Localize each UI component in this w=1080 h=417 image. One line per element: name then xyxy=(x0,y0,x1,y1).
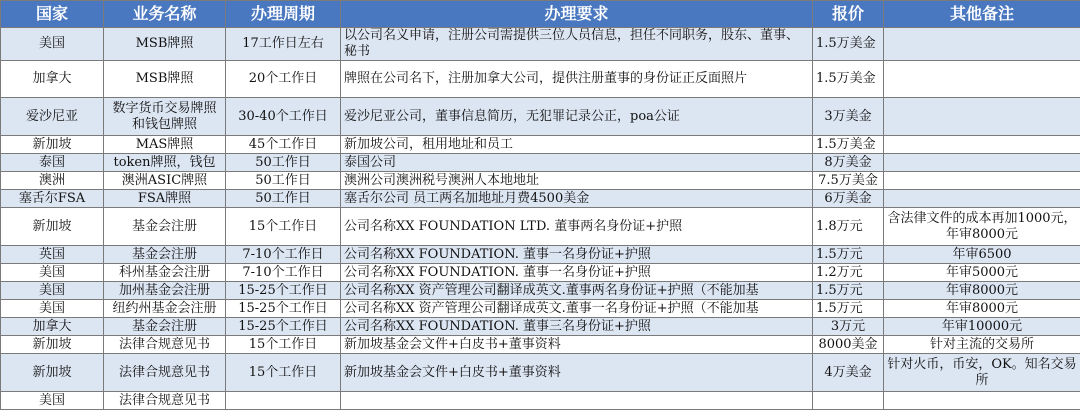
cell-price: 4万美金 xyxy=(813,354,884,392)
cell-notes: 年审8000元 xyxy=(884,282,1080,300)
cell-notes xyxy=(884,28,1080,61)
cell-price: 7.5万美金 xyxy=(813,172,884,190)
cell-country: 泰国 xyxy=(1,154,104,172)
cell-country: 美国 xyxy=(1,300,104,318)
cell-period: 15个工作日 xyxy=(226,354,341,392)
cell-business: 科州基金会注册 xyxy=(104,264,226,282)
cell-business: 加州基金会注册 xyxy=(104,282,226,300)
cell-price: 1.5万美金 xyxy=(813,61,884,98)
cell-period: 7-10个工作日 xyxy=(226,264,341,282)
header-notes: 其他备注 xyxy=(884,1,1080,28)
cell-country: 美国 xyxy=(1,264,104,282)
header-price: 报价 xyxy=(813,1,884,28)
cell-business: 数字货币交易牌照和钱包牌照 xyxy=(104,98,226,136)
cell-requirements: 新加坡基金会文件+白皮书+董事资料 xyxy=(341,336,813,354)
table-row xyxy=(1,282,1080,300)
cell-price: 3万元 xyxy=(813,318,884,336)
table-row xyxy=(1,246,1080,264)
cell-notes: 年审8000元 xyxy=(884,300,1080,318)
cell-country: 美国 xyxy=(1,392,104,410)
cell-price: 1.5万元 xyxy=(813,300,884,318)
cell-requirements: 爱沙尼亚公司，董事信息简历，无犯罪记录公正，poa公证 xyxy=(341,98,813,136)
cell-price: 3万美金 xyxy=(813,98,884,136)
cell-period xyxy=(226,392,341,410)
table-row xyxy=(1,28,1080,61)
cell-price: 1.5万元 xyxy=(813,282,884,300)
table-row xyxy=(1,354,1080,392)
cell-price: 6万美金 xyxy=(813,190,884,208)
cell-period: 15-25个工作日 xyxy=(226,318,341,336)
cell-notes: 年审6500 xyxy=(884,246,1080,264)
table-row xyxy=(1,61,1080,98)
cell-requirements: 澳洲公司澳洲税号澳洲人本地地址 xyxy=(341,172,813,190)
cell-price: 1.5万美金 xyxy=(813,28,884,61)
cell-country: 澳洲 xyxy=(1,172,104,190)
cell-period: 50工作日 xyxy=(226,154,341,172)
cell-price xyxy=(813,392,884,410)
cell-country: 美国 xyxy=(1,28,104,61)
header-country: 国家 xyxy=(1,1,104,28)
cell-notes xyxy=(884,61,1080,98)
cell-period: 17工作日左右 xyxy=(226,28,341,61)
cell-price: 1.2万元 xyxy=(813,264,884,282)
header-period: 办理周期 xyxy=(226,1,341,28)
cell-notes xyxy=(884,392,1080,410)
cell-price: 1.8万元 xyxy=(813,208,884,246)
table-row xyxy=(1,154,1080,172)
cell-period: 50工作日 xyxy=(226,190,341,208)
table-row xyxy=(1,392,1080,410)
cell-business: 法律合规意见书 xyxy=(104,392,226,410)
cell-period: 50工作日 xyxy=(226,172,341,190)
cell-business: 基金会注册 xyxy=(104,318,226,336)
cell-country: 加拿大 xyxy=(1,61,104,98)
cell-requirements: 公司名称XX 资产管理公司翻译成英文.董事一名身份证+护照（不能加基 xyxy=(341,300,813,318)
cell-country: 新加坡 xyxy=(1,354,104,392)
cell-period: 30-40个工作日 xyxy=(226,98,341,136)
cell-business: token牌照，钱包 xyxy=(104,154,226,172)
cell-business: 基金会注册 xyxy=(104,246,226,264)
header-row xyxy=(1,1,1080,28)
header-business: 业务名称 xyxy=(104,1,226,28)
cell-business: 纽约州基金会注册 xyxy=(104,300,226,318)
cell-country: 新加坡 xyxy=(1,336,104,354)
table-row xyxy=(1,300,1080,318)
cell-business: 基金会注册 xyxy=(104,208,226,246)
cell-period: 15个工作日 xyxy=(226,208,341,246)
cell-country: 英国 xyxy=(1,246,104,264)
cell-business: MSB牌照 xyxy=(104,28,226,61)
cell-price: 1.5万美金 xyxy=(813,136,884,154)
cell-country: 加拿大 xyxy=(1,318,104,336)
cell-price: 8万美金 xyxy=(813,154,884,172)
cell-country: 新加坡 xyxy=(1,136,104,154)
cell-period: 15-25个工作日 xyxy=(226,282,341,300)
cell-period: 15-25个工作日 xyxy=(226,300,341,318)
cell-business: 澳洲ASIC牌照 xyxy=(104,172,226,190)
cell-business: MSB牌照 xyxy=(104,61,226,98)
cell-notes xyxy=(884,154,1080,172)
cell-price: 1.5万元 xyxy=(813,246,884,264)
header-requirements: 办理要求 xyxy=(341,1,813,28)
cell-period: 7-10个工作日 xyxy=(226,246,341,264)
cell-country: 爱沙尼亚 xyxy=(1,98,104,136)
cell-price: 8000美金 xyxy=(813,336,884,354)
cell-business: 法律合规意见书 xyxy=(104,336,226,354)
cell-notes: 年审10000元 xyxy=(884,318,1080,336)
table-row xyxy=(1,264,1080,282)
table-row xyxy=(1,190,1080,208)
cell-notes xyxy=(884,136,1080,154)
cell-requirements: 公司名称XX FOUNDATION. 董事一名身份证+护照 xyxy=(341,246,813,264)
cell-requirements: 以公司名义申请，注册公司需提供三位人员信息，担任不同职务，股东、董事、秘书 xyxy=(341,28,813,61)
cell-notes xyxy=(884,98,1080,136)
table-row xyxy=(1,318,1080,336)
table-row xyxy=(1,336,1080,354)
cell-notes xyxy=(884,190,1080,208)
cell-notes: 含法律文件的成本再加1000元，年审8000元 xyxy=(884,208,1080,246)
cell-country: 新加坡 xyxy=(1,208,104,246)
cell-country: 塞舌尔FSA xyxy=(1,190,104,208)
cell-notes xyxy=(884,172,1080,190)
table-row xyxy=(1,172,1080,190)
cell-requirements: 牌照在公司名下，注册加拿大公司，提供注册董事的身份证正反面照片 xyxy=(341,61,813,98)
cell-requirements: 泰国公司 xyxy=(341,154,813,172)
cell-requirements: 塞舌尔公司 员工两名加地址月费4500美金 xyxy=(341,190,813,208)
table-row xyxy=(1,136,1080,154)
cell-requirements: 公司名称XX 资产管理公司翻译成英文.董事两名身份证+护照（不能加基 xyxy=(341,282,813,300)
cell-requirements: 公司名称XX FOUNDATION. 董事一名身份证+护照 xyxy=(341,264,813,282)
cell-requirements: 公司名称XX FOUNDATION LTD. 董事两名身份证+护照 xyxy=(341,208,813,246)
cell-country: 美国 xyxy=(1,282,104,300)
cell-period: 20个工作日 xyxy=(226,61,341,98)
cell-period: 45个工作日 xyxy=(226,136,341,154)
cell-notes: 年审5000元 xyxy=(884,264,1080,282)
table-row xyxy=(1,98,1080,136)
cell-business: MAS牌照 xyxy=(104,136,226,154)
cell-notes: 针对主流的交易所 xyxy=(884,336,1080,354)
cell-business: FSA牌照 xyxy=(104,190,226,208)
cell-requirements: 新加坡基金会文件+白皮书+董事资料 xyxy=(341,354,813,392)
cell-business: 法律合规意见书 xyxy=(104,354,226,392)
cell-period: 15个工作日 xyxy=(226,336,341,354)
cell-notes: 针对火币，币安，OK。知名交易所 xyxy=(884,354,1080,392)
cell-requirements xyxy=(341,392,813,410)
cell-requirements: 公司名称XX FOUNDATION. 董事三名身份证+护照 xyxy=(341,318,813,336)
table-row xyxy=(1,208,1080,246)
cell-requirements: 新加坡公司，租用地址和员工 xyxy=(341,136,813,154)
